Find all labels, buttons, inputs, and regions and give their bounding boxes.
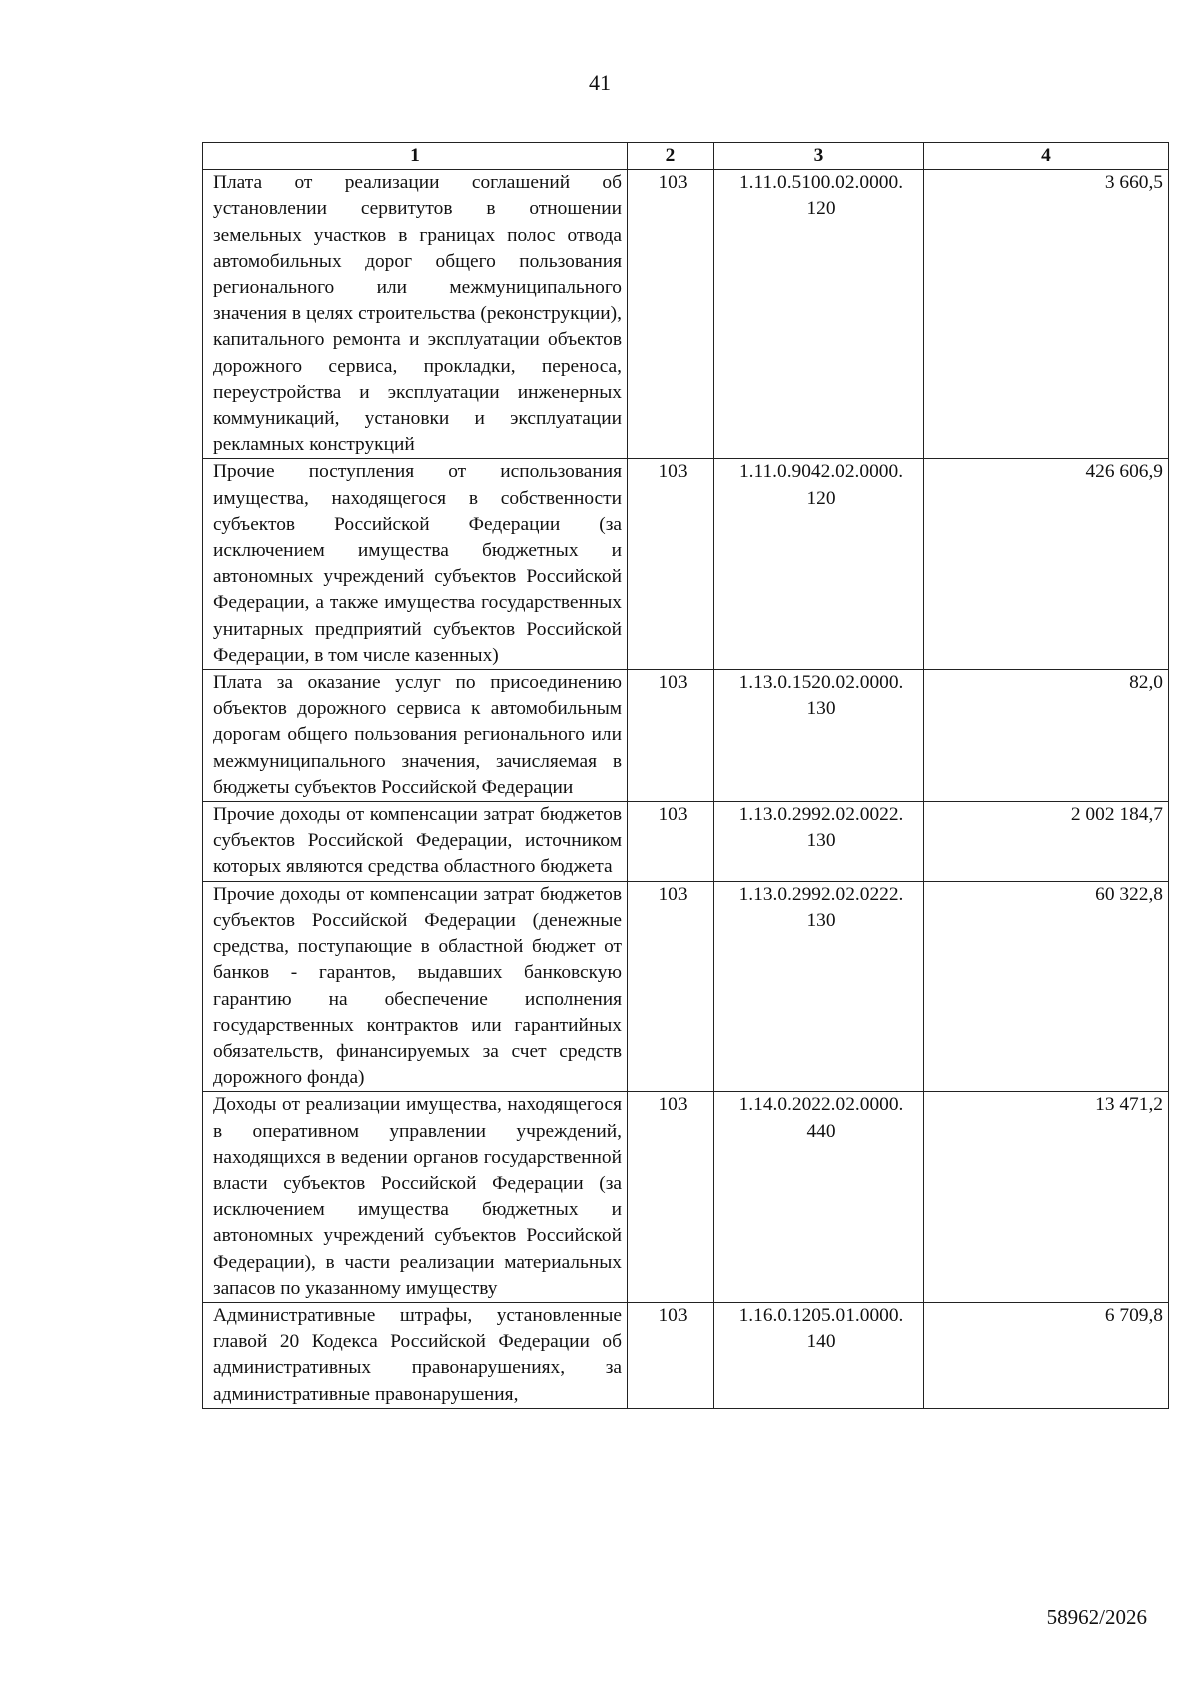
kbk-code-cell: 1.14.0.2022.02.0000. 440 [714,1092,924,1303]
admin-code-cell: 103 [628,802,714,882]
table-row [203,881,1169,1092]
amount-cell: 13 471,2 [924,1092,1169,1303]
table-row [203,1302,1169,1408]
column-header-3: 3 [714,143,924,170]
kbk-code-cell: 1.16.0.1205.01.0000. 140 [714,1302,924,1408]
page-number: 41 [589,70,611,95]
admin-code-cell: 103 [628,170,714,459]
amount-cell: 2 002 184,7 [924,802,1169,882]
kbk-code-cell: 1.11.0.5100.02.0000. 120 [714,170,924,459]
admin-code-cell: 103 [628,459,714,670]
admin-code-cell: 103 [628,1092,714,1303]
amount-cell: 3 660,5 [924,170,1169,459]
kbk-code-cell: 1.13.0.2992.02.0222. 130 [714,881,924,1092]
amount-cell: 6 709,8 [924,1302,1169,1408]
admin-code-cell: 103 [628,1302,714,1408]
column-header-2: 2 [628,143,714,170]
amount-cell: 60 322,8 [924,881,1169,1092]
admin-code-cell: 103 [628,670,714,802]
budget-income-table [202,142,1169,1409]
amount-cell: 82,0 [924,670,1169,802]
document-id: 58962/2026 [1046,1605,1147,1629]
column-header-1: 1 [203,143,628,170]
amount-cell: 426 606,9 [924,459,1169,670]
table-header-row [203,143,1169,170]
income-name-cell: Прочие доходы от компенсации затрат бюджетов субъектов Российской Федерации (денежные средства, поступающие в областной бюджет от банков - гарантов, выдавших банковскую гарантию на обеспечение исполнения государственных контрактов или гарантийных обязательств, финансируемых за счет средств дорожного фонда) [203,881,628,1092]
table-row [203,170,1169,459]
income-name-cell: Административные штрафы, установленные главой 20 Кодекса Российской Федерации об административных правонарушениях, за административные правонарушения, [203,1302,628,1408]
table-row [203,670,1169,802]
income-name-cell: Плата от реализации соглашений об установлении сервитутов в отношении земельных участков в границах полос отвода автомобильных дорог общего пользования регионального или межмуниципального значения в целях строительства (реконструкции), капитального ремонта и эксплуатации объектов дорожного сервиса, прокладки, переноса, переустройства и эксплуатации инженерных коммуникаций, установки и эксплуатации рекламных конструкций [203,170,628,459]
income-name-cell: Доходы от реализации имущества, находящегося в оперативном управлении учреждений, находящихся в ведении органов государственной власти субъектов Российской Федерации (за исключением имущества бюджетных и автономных учреждений субъектов Российской Федерации), в части реализации материальных запасов по указанному имуществу [203,1092,628,1303]
column-header-4: 4 [924,143,1169,170]
kbk-code-cell: 1.13.0.2992.02.0022. 130 [714,802,924,882]
income-name-cell: Прочие поступления от использования имущества, находящегося в собственности субъектов Российской Федерации (за исключением имущества бюджетных и автономных учреждений субъектов Российской Федерации, а также имущества государственных унитарных предприятий субъектов Российской Федерации, в том числе казенных) [203,459,628,670]
income-name-cell: Прочие доходы от компенсации затрат бюджетов субъектов Российской Федерации, источником которых являются средства областного бюджета [203,802,628,882]
admin-code-cell: 103 [628,881,714,1092]
income-name-cell: Плата за оказание услуг по присоединению объектов дорожного сервиса к автомобильным дорогам общего пользования регионального или межмуниципального значения, зачисляемая в бюджеты субъектов Российской Федерации [203,670,628,802]
kbk-code-cell: 1.11.0.9042.02.0000. 120 [714,459,924,670]
kbk-code-cell: 1.13.0.1520.02.0000. 130 [714,670,924,802]
table-row [203,459,1169,670]
table-row [203,802,1169,882]
table-row [203,1092,1169,1303]
